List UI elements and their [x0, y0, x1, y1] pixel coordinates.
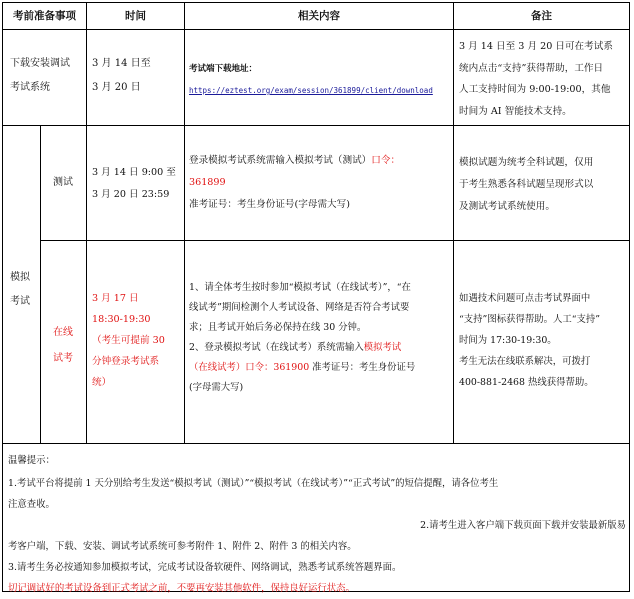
- download-task-cell: [10, 52, 86, 100]
- online-note-cell: [459, 288, 629, 393]
- online-content-line: 1、请全体考生按时参加“模拟考试（在线试考）”，“在: [189, 282, 411, 293]
- tips-line: 2.请考生进入客户端下载页面下载并安装最新版易: [420, 520, 626, 531]
- exam-prep-table: [2, 2, 630, 592]
- online-time-line3: （考生可提前 30: [92, 335, 165, 346]
- online-content-line5: [189, 358, 453, 378]
- table-border-top: [2, 2, 630, 3]
- test-note-line: 及测试考试系统使用。: [459, 201, 555, 212]
- download-time-cell: [92, 52, 184, 100]
- sub-col-divider: [40, 125, 41, 443]
- download-note-line: 统内点击“支持”获得帮助，工作日: [459, 62, 604, 74]
- test-time-line1: 3 月 14 日 9:00 至: [92, 167, 176, 178]
- mock-exam-group-label: [10, 266, 40, 314]
- online-content-line: 线试考”期间检测个人考试设备、网络是否符合考试要: [189, 302, 410, 313]
- row-divider-1: [2, 125, 630, 126]
- tips-warning: 切记调试好的考试设备到正式考试之前，不要再安装其他软件，保持良好运行状态。: [8, 583, 355, 594]
- download-note-line: 时间为 AI 智能技术支持。: [459, 105, 572, 117]
- online-content-text: 2、登录模拟考试（在线试考）系统需输入: [189, 342, 364, 353]
- download-address-title: 考试端下载地址：: [189, 64, 258, 74]
- online-passcode: （在线试考）口令：361900: [189, 362, 310, 373]
- header-prep-items: 考前准备事项: [13, 10, 76, 22]
- online-time-line5: 统）: [92, 377, 112, 388]
- test-time-line2: 3 月 20 日 23:59: [92, 189, 170, 200]
- online-note-line: 400-881-2468 热线获得帮助。: [459, 377, 594, 388]
- tips-section: [8, 450, 626, 599]
- test-note-cell: [459, 152, 629, 218]
- online-label-line2: 试考: [53, 353, 73, 364]
- table-border-right: [629, 2, 630, 592]
- online-red-text: 模拟考试: [363, 342, 402, 353]
- online-note-line: 时间为 17:30-19:30。: [459, 335, 557, 346]
- test-content-line3: 准考证号：考生身份证号(字母需大写): [189, 199, 350, 210]
- header-notes: 备注: [531, 10, 552, 22]
- download-link[interactable]: https://eztest.org/exam/session/361899/client/download: [189, 86, 433, 95]
- test-content-cell: [189, 150, 453, 216]
- test-passcode: 361899: [189, 177, 226, 188]
- row-divider-3: [2, 443, 630, 444]
- download-time-line2: 3 月 20 日: [92, 82, 141, 93]
- header-divider: [2, 29, 630, 30]
- table-border-left: [2, 2, 3, 592]
- row-divider-2: [40, 240, 630, 241]
- tips-line: 考客户端，下载、安装、调试考试系统可参考附件 1、附件 2、附件 3 的相关内容。: [8, 541, 357, 552]
- online-content-line4: [189, 338, 453, 358]
- tips-title: 温馨提示：: [8, 455, 55, 466]
- test-time-cell: [92, 162, 184, 206]
- download-note-cell: [459, 36, 629, 122]
- header-time: 时间: [125, 10, 146, 22]
- online-time-line2: 18:30-19:30: [92, 314, 151, 325]
- test-label: 测试: [53, 177, 73, 188]
- col-divider-2: [184, 2, 185, 443]
- test-content-text: 登录模拟考试系统需输入模拟考试（测试）: [189, 155, 372, 166]
- tips-line: 3.请考生务必按通知参加模拟考试，完成考试设备软硬件、网络调试，熟悉考试系统答题界面。: [8, 562, 402, 573]
- test-content-line1: [189, 150, 453, 172]
- download-task-line2: 考试系统: [10, 82, 50, 93]
- download-note-line: 人工支持时间为 9:00-19:00，其他: [459, 84, 611, 95]
- mock-exam-line1: 模拟: [10, 272, 30, 283]
- test-passcode-label: 口令：: [371, 155, 401, 166]
- online-label-line1: 在线: [53, 327, 73, 338]
- online-time-cell: [92, 288, 184, 393]
- online-content-tail: 准考证号：考生身份证号: [309, 362, 416, 373]
- download-time-line1: 3 月 14 日至: [92, 58, 151, 69]
- online-note-line: 如遇技术问题可点击考试界面中: [459, 293, 591, 304]
- test-note-line: 模拟试题为统考全科试题，仅用: [459, 157, 594, 168]
- online-note-line: “支持”图标获得帮助。人工“支持”: [459, 314, 601, 325]
- online-note-line: 考生无法在线联系解决，可拨打: [459, 356, 591, 367]
- tips-line: 注意查收。: [8, 499, 55, 510]
- tips-line: 1.考试平台将提前 1 天分别给考生发送“模拟考试（测试）”“模拟考试（在线试考）”“正式考试”的短信提醒，请各位考生: [8, 478, 499, 489]
- online-content-cell: [189, 278, 453, 398]
- header-content: 相关内容: [298, 10, 340, 22]
- download-note-line: 3 月 14 日至 3 月 20 日可在考试系: [459, 41, 613, 52]
- online-content-line6: (字母需大写): [189, 382, 244, 393]
- online-time-line1: 3 月 17 日: [92, 293, 139, 304]
- online-time-line4: 分钟登录考试系: [92, 356, 160, 367]
- col-divider-3: [453, 2, 454, 443]
- col-divider-1: [86, 2, 87, 443]
- test-note-line: 于考生熟悉各科试题呈现形式以: [459, 179, 594, 190]
- download-task-line1: 下载安装调试: [10, 58, 70, 69]
- online-content-line: 求；且考试开始后务必保持在线 30 分钟。: [189, 322, 367, 333]
- online-exam-label: [53, 320, 86, 372]
- mock-exam-line2: 考试: [10, 296, 30, 307]
- download-content-cell: [189, 58, 453, 102]
